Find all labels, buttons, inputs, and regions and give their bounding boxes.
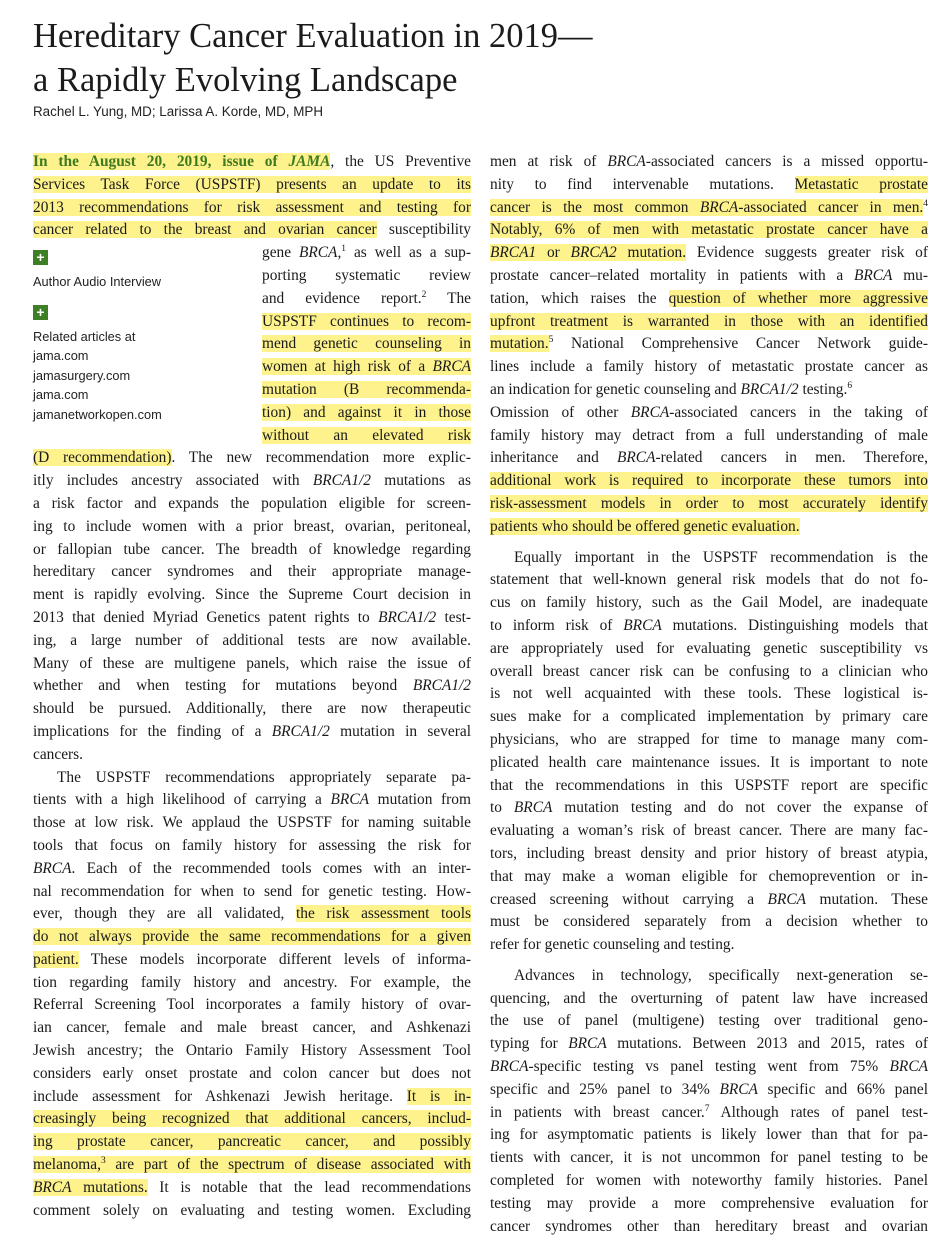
text-line: Notably, 6% of men with metastatic prostate cancer have a — [490, 221, 928, 239]
text-line: do not always provide the same recommendations for a given — [33, 928, 471, 946]
text-line: men at risk of BRCA-associated cancers is a missed opportu- — [490, 153, 928, 170]
text-line: overall breast cancer risk can be confusing to a clinician who — [490, 662, 928, 680]
text-line: an indication for genetic counseling and BRCA1/2 testing.$^6$ — [490, 380, 853, 398]
text-line: are appropriately used for evaluating genetic susceptibility vs — [490, 639, 928, 657]
text-line: must be considered separately from a decision whether to — [490, 913, 928, 931]
text-line: risk-assessment models in order to most accurately identify — [490, 494, 928, 512]
text-line: is not well acquainted with these tools. These logistical is- — [490, 685, 928, 703]
text-line: include assessment for Ashkenazi Jewish heritage. It is in- — [33, 1087, 471, 1105]
text-line: cancers. — [33, 745, 83, 763]
article-title — [33, 14, 933, 102]
text-line: whether and when testing for mutations beyond BRCA1/2 — [33, 677, 471, 695]
text-line: tients with cancer, it is not uncommon for panel testing to be — [490, 1149, 928, 1167]
text-line: nal recommendation for when to send for genetic testing. How- — [33, 882, 471, 900]
text-line: The USPSTF recommendations appropriately separate pa- — [57, 768, 471, 786]
author-audio-interview-link[interactable]: Author Audio Interview — [33, 274, 162, 289]
text-line: that the recommendations in this USPSTF report are specific — [490, 776, 928, 794]
text-line: statement that well-known general risk models that do not fo- — [490, 571, 928, 589]
text-line: ever, though they are all validated, the risk assessment tools — [33, 905, 471, 923]
text-line: (D recommendation). The new recommendation more explic- — [33, 449, 472, 467]
text-line: tation, which raises the question of whether more aggressive — [490, 289, 928, 307]
text-line: Referral Screening Tool incorporates a family history of ovar- — [33, 996, 471, 1014]
text-line: BRCA1 or BRCA2 mutation. Evidence suggests greater risk of — [490, 244, 928, 262]
text-line: typing for BRCA mutations. Between 2013 and 2015, rates of — [490, 1035, 928, 1053]
text-line: evaluating a woman’s risk of breast cancer. There are many fac- — [490, 822, 928, 840]
title-line: a Rapidly Evolving Landscape — [33, 61, 458, 99]
title-line: Hereditary Cancer Evaluation in 2019— — [33, 17, 593, 55]
text-line: tion) and against it in those — [262, 403, 471, 421]
text-line: mutation.$^5$ National Comprehensive Cancer Network guide- — [490, 335, 928, 353]
text-line: completed for women with noteworthy family histories. Panel — [490, 1172, 928, 1190]
text-line: and evidence report.$^2$ The — [262, 289, 472, 307]
text-line: cus on family history, such as the Gail Model, are inadequate — [490, 594, 928, 612]
text-line: cancer is the most common BRCA-associated cancer in men.$^4$ — [490, 198, 928, 216]
text-line: In the August 20, 2019, issue of JAMA, the US Preventive — [33, 153, 472, 170]
text-line: physicians, who are strapped for time to manage many com- — [490, 730, 928, 748]
text-line: women at high risk of a BRCA — [262, 358, 471, 376]
text-line: mutation (B recommenda- — [262, 380, 471, 398]
text-line: porting systematic review — [262, 266, 471, 284]
text-line: refer for genetic counseling and testing. — [490, 936, 735, 954]
text-line: a risk factor and expands the population eligible for screen- — [33, 494, 471, 512]
text-line: tors, including breast density and prior history of breast atypia, — [490, 844, 928, 862]
text-line: 2013 that denied Myriad Genetics patent rights to BRCA1/2 test- — [33, 608, 471, 626]
text-line: quencing, and the overturning of patent law have increased — [490, 989, 928, 1007]
plus-icon[interactable]: + — [33, 305, 48, 320]
text-line: tients with a high likelihood of carrying a BRCA mutation from — [33, 791, 471, 809]
text-line: ing to include women with a prior breast, ovarian, peritoneal, — [33, 517, 471, 535]
right-column — [490, 151, 928, 1238]
text-line: plicated health care maintenance issues. It is important to note — [490, 753, 928, 771]
text-line: Services Task Force (USPSTF) presents an update to its — [33, 175, 471, 193]
text-line: BRCA-specific testing vs panel testing went from 75% BRCA — [490, 1058, 928, 1076]
text-line: prostate cancer–related mortality in patients with a BRCA mu- — [490, 266, 928, 284]
text-line: implications for the finding of a BRCA1/2 mutation in several — [33, 722, 471, 740]
text-line: those at low risk. We applaud the USPSTF for naming suitable — [33, 814, 471, 832]
text-line: inheritance and BRCA-related cancers in men. Therefore, — [490, 449, 928, 467]
lead-in: In the August 20, 2019, issue of JAMA — [33, 153, 331, 170]
related-link-jama[interactable]: jama.com — [33, 348, 89, 363]
text-line: nity to find intervenable mutations. Metastatic prostate — [490, 175, 928, 193]
related-at-text: at — [121, 329, 136, 344]
text-line: patient. These models incorporate different levels of informa- — [33, 950, 471, 968]
text-line: tools that focus on family history for assessing the risk for — [33, 836, 471, 854]
text-line: lines include a family history of metastatic prostate cancer as — [490, 358, 928, 376]
text-line: melanoma,$^3$ are part of the spectrum of disease associated with — [33, 1155, 471, 1174]
text-line: to inform risk of BRCA mutations. Distinguishing models that — [490, 616, 928, 634]
text-line: tion regarding family history and ancestry. For example, the — [33, 973, 471, 991]
text-line: mend genetic counseling in — [262, 335, 471, 353]
text-line: considers early onset prostate and colon cancer but does not — [33, 1064, 471, 1082]
text-line: creased screening without carrying a BRCA mutation. These — [490, 890, 928, 908]
text-line: comment solely on evaluating and testing women. Excluding — [33, 1201, 471, 1219]
text-line: BRCA. Each of the recommended tools comes with an inter- — [33, 859, 471, 877]
text-line: BRCA mutations. It is notable that the lead recommendations — [33, 1178, 471, 1196]
text-line: upfront treatment is warranted in those with an identified — [490, 312, 928, 330]
text-line: ing prostate cancer, pancreatic cancer, and possibly — [33, 1133, 471, 1151]
text-line: ing for asymptomatic patients is likely lower than that for pa- — [490, 1126, 928, 1144]
text-line: itly includes ancestry associated with BRCA1/2 mutations as — [33, 472, 471, 490]
text-line: hereditary cancer syndromes and their appropriate manage- — [33, 563, 471, 581]
text-line: patients who should be offered genetic evaluation. — [490, 517, 800, 535]
text-line: that may make a woman eligible for chemoprevention or in- — [490, 867, 928, 885]
text-line: ment is rapidly evolving. Since the Supreme Court decision in — [33, 586, 471, 604]
text-line: additional work is required to incorporate these tumors into — [490, 472, 928, 490]
text-line: ian cancer, female and male breast cancer, and Ashkenazi — [33, 1019, 471, 1037]
text-line: or fallopian tube cancer. The breadth of knowledge regarding — [33, 540, 471, 558]
text-line: cancer syndromes other than hereditary breast and ovarian — [490, 1217, 928, 1235]
text-line: to BRCA mutation testing and do not cover the expanse of — [490, 799, 928, 817]
text-line: 2013 recommendations for risk assessment and testing for — [33, 198, 471, 216]
text-line: gene BRCA,$^1$ as well as a sup- — [262, 244, 471, 262]
text-line: Advances in technology, specifically next-generation se- — [514, 966, 928, 984]
text-line: specific and 25% panel to 34% BRCA specific and 66% panel — [490, 1080, 928, 1098]
text-line: testing may provide a more comprehensive evaluation for — [490, 1194, 928, 1212]
related-link-jamasurgery[interactable]: jamasurgery.com — [33, 367, 131, 383]
text-line: should be pursued. Additionally, there are now therapeutic — [33, 700, 471, 718]
text-line: the use of panel (multigene) testing over traditional geno- — [490, 1012, 928, 1030]
author-byline: Rachel L. Yung, MD; Larissa A. Korde, MD, MPH — [33, 104, 324, 119]
related-link-jamanetworkopen[interactable]: jamanetworkopen.com — [33, 406, 162, 422]
text-line: sues make for a complicated implementation by primary care — [490, 708, 928, 726]
text-line: creasingly being recognized that additional cancers, includ- — [33, 1110, 471, 1128]
text-line: without an elevated risk — [262, 426, 471, 444]
text-line: Omission of other BRCA-associated cancers in the taking of — [490, 403, 928, 421]
text-line: Jewish ancestry; the Ontario Family History Assessment Tool — [33, 1042, 471, 1060]
text-line: family history may detract from a full understanding of male — [490, 426, 928, 444]
plus-icon[interactable]: + — [33, 250, 48, 265]
text-line: Equally important in the USPSTF recommendation is the — [514, 548, 928, 566]
text-line: cancer related to the breast and ovarian cancer susceptibility — [33, 221, 471, 239]
text-line: Many of these are multigene panels, which raise the issue of — [33, 654, 471, 672]
text-line: in patients with breast cancer.$^7$ Although rates of panel test- — [490, 1103, 928, 1121]
text-line: ing, a large number of additional tests are now available. — [33, 631, 471, 649]
text-line: USPSTF continues to recom- — [262, 312, 471, 330]
related-link-jama-2[interactable]: jama.com — [33, 387, 89, 402]
related-articles-text: Related articles — [33, 329, 122, 344]
left-column — [33, 151, 471, 1222]
